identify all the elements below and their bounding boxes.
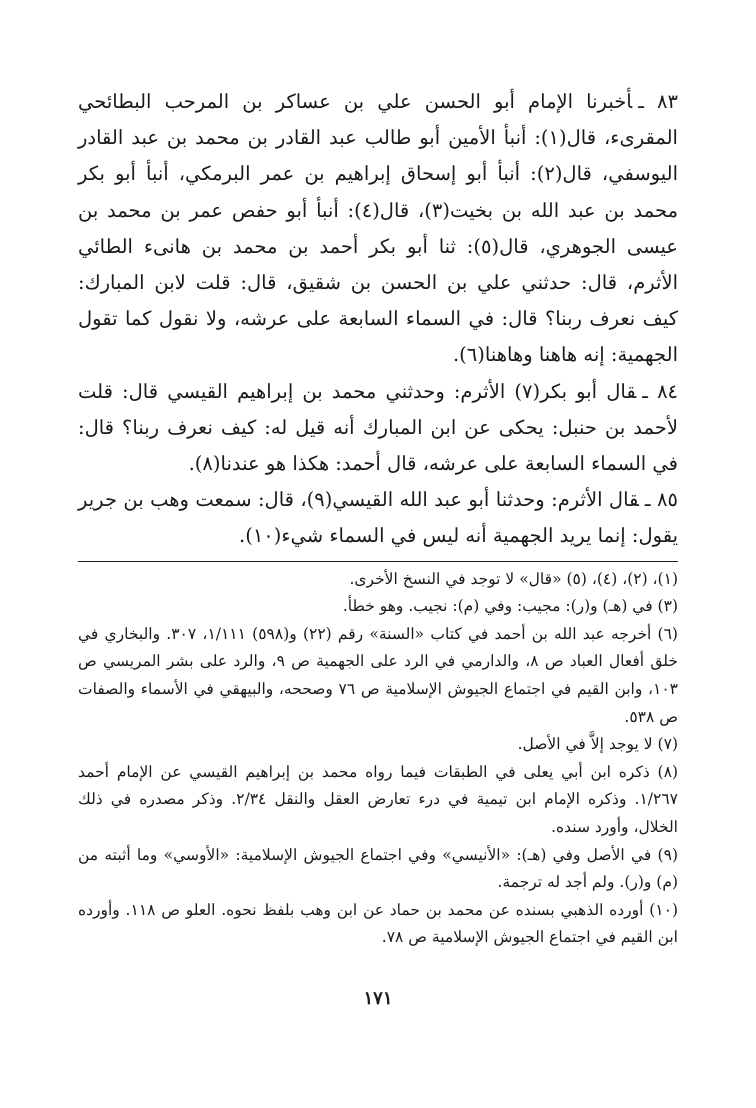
footnotes bbox=[78, 566, 678, 952]
paragraph-number: ٨٣ ـ bbox=[638, 90, 678, 113]
footnote: (٧) لا يوجد إلاَّ في الأصل. bbox=[517, 735, 678, 754]
footnote: (٩) في الأصل وفي (هـ): «الأنيسي» وفي اجتماع الجيوش الإسلامية: «الأوسي» وما أثبته من (م) و(ر). ولم أجد له ترجمة. bbox=[78, 845, 678, 892]
footnote: (٨) ذكره ابن أبي يعلى في الطبقات فيما رواه محمد بن إبراهيم القيسي عن الإمام أحمد ١/٢٦٧. وذكره الإمام ابن تيمية في درء تعارض العقل والنقل ٢/٣٤. وذكر مصدره في ذلك الخلال، وأورد سنده. bbox=[78, 762, 678, 836]
footnote: (١٠) أورده الذهبي بسنده عن محمد بن حماد عن ابن وهب بلفظ نحوه. العلو ص ١١٨. وأورده ابن القيم في اجتماع الجيوش الإسلامية ص ٧٨. bbox=[78, 900, 679, 947]
paragraph-number: ٨٤ ـ bbox=[642, 379, 679, 403]
paragraph-83 bbox=[78, 84, 678, 374]
main-text bbox=[78, 84, 678, 555]
paragraph-text: قال الأثرم: وحدثنا أبو عبد الله القيسي(٩)، قال: سمعت وهب بن جرير يقول: إنما يريد الجهمية أنه ليس في السماء شيء(١٠). bbox=[78, 488, 678, 548]
page-number: ١٧١ bbox=[363, 988, 393, 1009]
paragraph-text: قال أبو بكر(٧) الأثرم: وحدثني محمد بن إبراهيم القيسي قال: قلت لأحمد بن حنبل: يحكى عن ابن المبارك أنه قيل له: كيف نعرف ربنا؟ قال: في السماء السابعة على عرشه، قال أحمد: هكذا هو عندنا(٨). bbox=[78, 379, 678, 476]
paragraph-number: ٨٥ ـ bbox=[644, 488, 678, 512]
footnote: (٣) في (هـ) و(ر): مجيب: وفي (م): نجيب. وهو خطأ. bbox=[342, 597, 678, 616]
footnote: (١)، (٢)، (٤)، (٥) «قال» لا توجد في النسخ الأخرى. bbox=[349, 569, 678, 588]
footnote: (٦) أخرجه عبد الله بن أحمد في كتاب «السنة» رقم (٢٢) و(٥٩٨) ١/١١١، ٣٠٧. والبخاري في خلق أفعال العباد ص ٨، والدارمي في الرد على الجهمية ص ٩، والرد على بشر المريسي ص ١٠٣، وابن القيم في اجتماع الجيوش الإسلامية ص ٧٦ وصححه، والبيهقي في الأسماء والصفات ص ٥٣٨. bbox=[78, 624, 678, 726]
paragraph-text: أخبرنا الإمام أبو الحسن علي بن عساكر بن المرحب البطائحي المقرىء، قال(١): أنبأ الأمين أبو طالب عبد القادر بن محمد بن عبد القادر اليوسفي، قال(٢): أنبأ أبو إسحاق إبراهيم بن عمر البرمكي، أنبأ أبو بكر محمد بن عبد الله بن بخيت(٣)، قال(٤): أنبأ أبو حفص عمر بن محمد بن عيسى الجوهري، قال(٥): ثنا أبو بكر أحمد بن محمد بن هانىء الطائي الأثرم، قال: حدثني علي بن الحسن بن شقيق، قال: قلت لابن المبارك: كيف نعرف ربنا؟ قال: في السماء السابعة على عرشه، ولا نقول كما تقول الجهمية: إنه هاهنا وهاهنا(٦). bbox=[78, 90, 679, 367]
paragraph-84 bbox=[78, 374, 678, 483]
footnote-divider bbox=[78, 561, 678, 562]
paragraph-85 bbox=[78, 482, 678, 554]
page-body bbox=[78, 84, 678, 952]
